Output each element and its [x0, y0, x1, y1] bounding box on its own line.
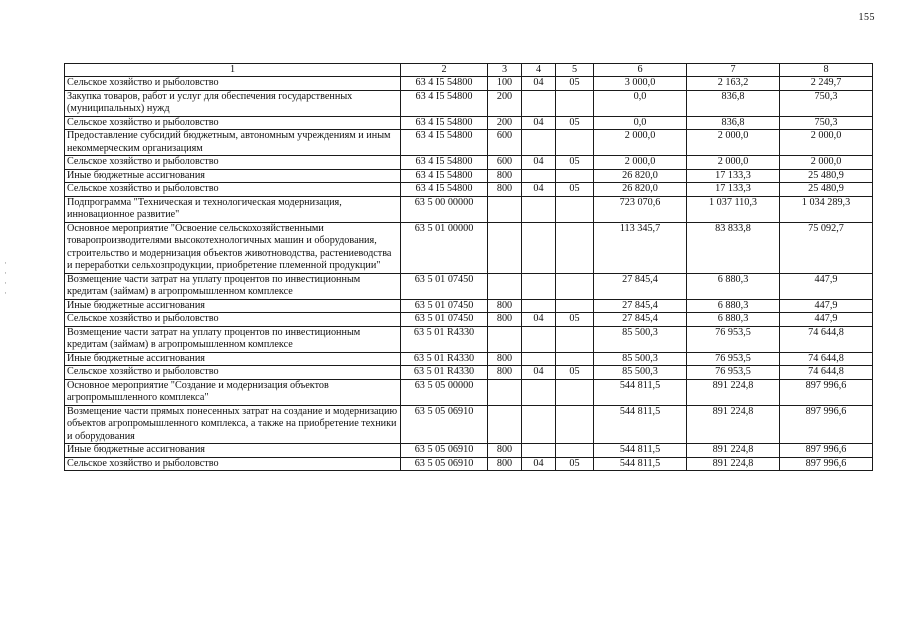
row-subsection-cell — [556, 273, 594, 299]
row-code-cell: 63 4 I5 54800 — [401, 169, 488, 183]
row-name-cell: Подпрограмма "Техническая и технологическая модернизация, инновационное развитие" — [65, 196, 401, 222]
row-value-cell: 447,9 — [780, 273, 873, 299]
row-value-cell: 897 996,6 — [780, 457, 873, 471]
row-code-cell: 63 5 05 06910 — [401, 457, 488, 471]
row-value-cell: 74 644,8 — [780, 352, 873, 366]
table-row — [65, 222, 873, 273]
row-value-cell: 2 000,0 — [594, 130, 687, 156]
row-code-cell: 63 4 I5 54800 — [401, 156, 488, 170]
row-type-cell: 800 — [488, 299, 522, 313]
row-type-cell: 800 — [488, 313, 522, 327]
row-section-cell — [522, 273, 556, 299]
row-value-cell: 750,3 — [780, 116, 873, 130]
row-subsection-cell: 05 — [556, 156, 594, 170]
row-value-cell: 74 644,8 — [780, 366, 873, 380]
row-type-cell: 200 — [488, 90, 522, 116]
row-section-cell — [522, 444, 556, 458]
row-section-cell: 04 — [522, 313, 556, 327]
row-value-cell: 26 820,0 — [594, 183, 687, 197]
header-cell: 2 — [401, 64, 488, 77]
row-name-cell: Сельское хозяйство и рыболовство — [65, 77, 401, 91]
row-value-cell: 2 000,0 — [780, 130, 873, 156]
row-code-cell: 63 5 05 06910 — [401, 444, 488, 458]
header-cell: 4 — [522, 64, 556, 77]
row-section-cell — [522, 130, 556, 156]
row-value-cell: 76 953,5 — [687, 326, 780, 352]
row-type-cell — [488, 379, 522, 405]
table-row — [65, 116, 873, 130]
row-type-cell: 200 — [488, 116, 522, 130]
table-row — [65, 366, 873, 380]
header-cell: 3 — [488, 64, 522, 77]
table-row — [65, 169, 873, 183]
margin-marks — [4, 258, 7, 298]
row-value-cell: 83 833,8 — [687, 222, 780, 273]
row-value-cell: 544 811,5 — [594, 405, 687, 444]
row-value-cell: 85 500,3 — [594, 326, 687, 352]
row-section-cell: 04 — [522, 156, 556, 170]
row-value-cell: 891 224,8 — [687, 457, 780, 471]
row-value-cell: 85 500,3 — [594, 352, 687, 366]
table-row — [65, 130, 873, 156]
row-value-cell: 85 500,3 — [594, 366, 687, 380]
row-type-cell: 100 — [488, 77, 522, 91]
row-type-cell — [488, 405, 522, 444]
row-value-cell: 544 811,5 — [594, 379, 687, 405]
row-type-cell — [488, 273, 522, 299]
row-value-cell: 836,8 — [687, 116, 780, 130]
table-row — [65, 405, 873, 444]
row-value-cell: 1 037 110,3 — [687, 196, 780, 222]
row-value-cell: 27 845,4 — [594, 273, 687, 299]
row-name-cell: Сельское хозяйство и рыболовство — [65, 156, 401, 170]
row-value-cell: 544 811,5 — [594, 444, 687, 458]
row-value-cell: 6 880,3 — [687, 299, 780, 313]
table-row — [65, 444, 873, 458]
row-value-cell: 2 249,7 — [780, 77, 873, 91]
table-row — [65, 313, 873, 327]
row-type-cell — [488, 196, 522, 222]
header-cell: 1 — [65, 64, 401, 77]
row-section-cell — [522, 352, 556, 366]
row-value-cell: 75 092,7 — [780, 222, 873, 273]
row-name-cell: Закупка товаров, работ и услуг для обеспечения государственных (муниципальных) нужд — [65, 90, 401, 116]
row-value-cell: 2 163,2 — [687, 77, 780, 91]
row-code-cell: 63 4 I5 54800 — [401, 130, 488, 156]
row-name-cell: Возмещение части затрат на уплату процентов по инвестиционным кредитам (займам) в агропромышленном комплексе — [65, 273, 401, 299]
row-section-cell — [522, 196, 556, 222]
row-name-cell: Иные бюджетные ассигнования — [65, 444, 401, 458]
row-value-cell: 2 000,0 — [780, 156, 873, 170]
row-subsection-cell: 05 — [556, 366, 594, 380]
row-code-cell: 63 5 05 00000 — [401, 379, 488, 405]
table-row — [65, 90, 873, 116]
row-name-cell: Иные бюджетные ассигнования — [65, 352, 401, 366]
row-value-cell: 17 133,3 — [687, 183, 780, 197]
row-value-cell: 836,8 — [687, 90, 780, 116]
row-code-cell: 63 5 01 00000 — [401, 222, 488, 273]
row-type-cell: 800 — [488, 444, 522, 458]
row-code-cell: 63 4 I5 54800 — [401, 183, 488, 197]
table-row — [65, 326, 873, 352]
row-subsection-cell — [556, 299, 594, 313]
row-type-cell — [488, 326, 522, 352]
row-subsection-cell: 05 — [556, 77, 594, 91]
row-name-cell: Сельское хозяйство и рыболовство — [65, 313, 401, 327]
row-code-cell: 63 5 01 R4330 — [401, 326, 488, 352]
row-code-cell: 63 5 01 07450 — [401, 299, 488, 313]
row-subsection-cell: 05 — [556, 457, 594, 471]
table-header — [65, 64, 873, 77]
row-value-cell: 447,9 — [780, 299, 873, 313]
row-type-cell: 800 — [488, 366, 522, 380]
row-section-cell — [522, 405, 556, 444]
row-value-cell: 76 953,5 — [687, 352, 780, 366]
row-subsection-cell — [556, 352, 594, 366]
header-cell: 7 — [687, 64, 780, 77]
row-subsection-cell — [556, 169, 594, 183]
row-value-cell: 897 996,6 — [780, 379, 873, 405]
row-subsection-cell — [556, 379, 594, 405]
row-code-cell: 63 4 I5 54800 — [401, 116, 488, 130]
budget-table — [64, 63, 873, 471]
row-subsection-cell — [556, 444, 594, 458]
row-code-cell: 63 5 01 R4330 — [401, 352, 488, 366]
row-section-cell — [522, 169, 556, 183]
row-section-cell: 04 — [522, 77, 556, 91]
row-section-cell: 04 — [522, 457, 556, 471]
row-name-cell: Иные бюджетные ассигнования — [65, 299, 401, 313]
page-number: 155 — [858, 12, 875, 23]
row-type-cell: 600 — [488, 130, 522, 156]
row-value-cell: 544 811,5 — [594, 457, 687, 471]
row-code-cell: 63 5 05 06910 — [401, 405, 488, 444]
row-value-cell: 897 996,6 — [780, 405, 873, 444]
row-name-cell: Возмещение части прямых понесенных затрат на создание и модернизацию объектов агропромышленного комплекса, а также на приобретение техники и оборудования — [65, 405, 401, 444]
row-subsection-cell — [556, 222, 594, 273]
row-subsection-cell — [556, 130, 594, 156]
row-value-cell: 447,9 — [780, 313, 873, 327]
row-name-cell: Основное мероприятие "Освоение сельскохозяйственными товаропроизводителями высокотехнологичных машин и оборудования, строительство и модернизация объектов животноводства, растениеводства и переработки сельхозпродукции, приобретение племенной продукции" — [65, 222, 401, 273]
row-name-cell: Сельское хозяйство и рыболовство — [65, 366, 401, 380]
row-value-cell: 891 224,8 — [687, 444, 780, 458]
row-name-cell: Иные бюджетные ассигнования — [65, 169, 401, 183]
table-row — [65, 457, 873, 471]
row-type-cell: 800 — [488, 352, 522, 366]
row-section-cell — [522, 299, 556, 313]
header-cell: 5 — [556, 64, 594, 77]
row-section-cell — [522, 222, 556, 273]
row-value-cell: 723 070,6 — [594, 196, 687, 222]
row-subsection-cell — [556, 90, 594, 116]
row-subsection-cell: 05 — [556, 183, 594, 197]
row-value-cell: 113 345,7 — [594, 222, 687, 273]
margin-mark: · — [4, 258, 7, 268]
row-value-cell: 891 224,8 — [687, 405, 780, 444]
header-cell: 8 — [780, 64, 873, 77]
row-section-cell: 04 — [522, 116, 556, 130]
row-value-cell: 76 953,5 — [687, 366, 780, 380]
row-value-cell: 891 224,8 — [687, 379, 780, 405]
row-value-cell: 2 000,0 — [594, 156, 687, 170]
row-value-cell: 2 000,0 — [687, 130, 780, 156]
row-subsection-cell — [556, 405, 594, 444]
row-value-cell: 25 480,9 — [780, 183, 873, 197]
margin-mark: · — [4, 268, 7, 278]
row-name-cell: Сельское хозяйство и рыболовство — [65, 116, 401, 130]
row-section-cell — [522, 379, 556, 405]
row-value-cell: 17 133,3 — [687, 169, 780, 183]
row-value-cell: 0,0 — [594, 90, 687, 116]
row-section-cell — [522, 326, 556, 352]
row-value-cell: 26 820,0 — [594, 169, 687, 183]
row-subsection-cell: 05 — [556, 313, 594, 327]
row-subsection-cell — [556, 196, 594, 222]
row-name-cell: Возмещение части затрат на уплату процентов по инвестиционным кредитам (займам) в агропромышленном комплексе — [65, 326, 401, 352]
row-code-cell: 63 4 I5 54800 — [401, 77, 488, 91]
row-value-cell: 6 880,3 — [687, 273, 780, 299]
row-code-cell: 63 5 00 00000 — [401, 196, 488, 222]
row-value-cell: 897 996,6 — [780, 444, 873, 458]
row-type-cell: 800 — [488, 169, 522, 183]
row-name-cell: Сельское хозяйство и рыболовство — [65, 183, 401, 197]
row-section-cell: 04 — [522, 366, 556, 380]
row-name-cell: Сельское хозяйство и рыболовство — [65, 457, 401, 471]
row-type-cell: 600 — [488, 156, 522, 170]
row-name-cell: Предоставление субсидий бюджетным, автономным учреждениям и иным некоммерческим организациям — [65, 130, 401, 156]
row-value-cell: 6 880,3 — [687, 313, 780, 327]
margin-mark: · — [4, 288, 7, 298]
row-subsection-cell — [556, 326, 594, 352]
table-row — [65, 183, 873, 197]
row-value-cell: 3 000,0 — [594, 77, 687, 91]
table-row — [65, 77, 873, 91]
table-row — [65, 196, 873, 222]
row-code-cell: 63 5 01 07450 — [401, 273, 488, 299]
row-type-cell: 800 — [488, 183, 522, 197]
row-code-cell: 63 4 I5 54800 — [401, 90, 488, 116]
row-value-cell: 750,3 — [780, 90, 873, 116]
row-value-cell: 27 845,4 — [594, 313, 687, 327]
row-type-cell: 800 — [488, 457, 522, 471]
header-row — [65, 64, 873, 77]
table-row — [65, 156, 873, 170]
row-name-cell: Основное мероприятие "Создание и модернизация объектов агропромышленного комплекса" — [65, 379, 401, 405]
row-section-cell: 04 — [522, 183, 556, 197]
table-row — [65, 352, 873, 366]
row-value-cell: 25 480,9 — [780, 169, 873, 183]
margin-mark: · — [4, 278, 7, 288]
table-row — [65, 299, 873, 313]
row-value-cell: 2 000,0 — [687, 156, 780, 170]
table-row — [65, 379, 873, 405]
row-value-cell: 1 034 289,3 — [780, 196, 873, 222]
row-code-cell: 63 5 01 R4330 — [401, 366, 488, 380]
table-body — [65, 77, 873, 471]
row-value-cell: 74 644,8 — [780, 326, 873, 352]
row-value-cell: 0,0 — [594, 116, 687, 130]
header-cell: 6 — [594, 64, 687, 77]
row-type-cell — [488, 222, 522, 273]
row-code-cell: 63 5 01 07450 — [401, 313, 488, 327]
row-value-cell: 27 845,4 — [594, 299, 687, 313]
row-section-cell — [522, 90, 556, 116]
table-row — [65, 273, 873, 299]
row-subsection-cell: 05 — [556, 116, 594, 130]
